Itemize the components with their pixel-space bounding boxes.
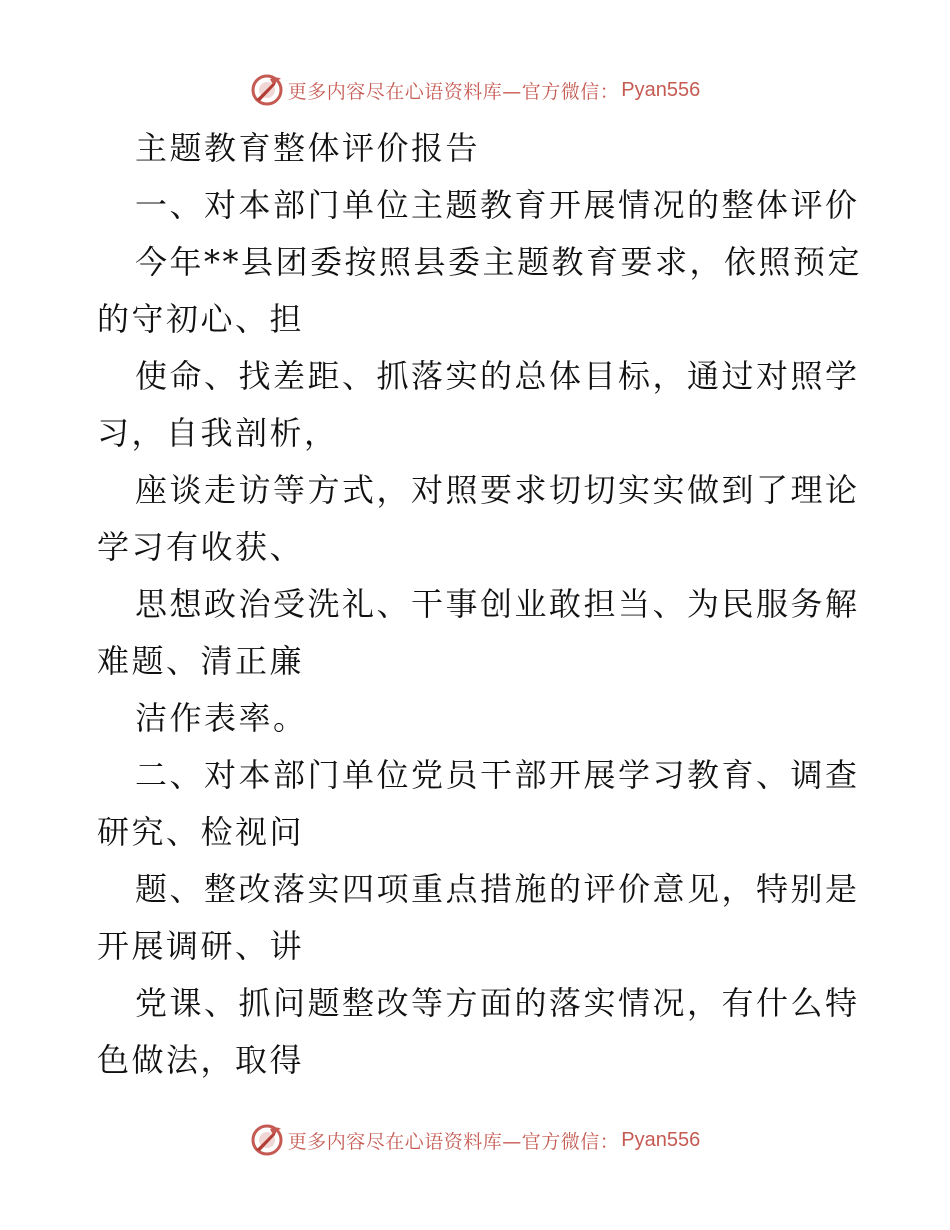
text-line: 思想政治受洗礼、干事创业敢担当、为民服务解 <box>135 585 860 623</box>
text-line: 座谈走访等方式，对照要求切切实实做到了理论 <box>135 471 860 509</box>
text-line: 开展调研、讲 <box>97 927 305 965</box>
text-line: 习，自我剖析， <box>97 414 339 452</box>
banner-text: 更多内容尽在心语资料库—官方微信： <box>287 80 620 103</box>
banner-text: 更多内容尽在心语资料库—官方微信： <box>287 1130 620 1153</box>
quill-seal-icon <box>250 73 284 107</box>
footer-banner <box>0 1120 950 1160</box>
text-line: 二、对本部门单位党员干部开展学习教育、调查 <box>135 756 860 794</box>
document-body <box>97 120 863 1089</box>
banner-wechat-id: Pyan556 <box>621 1128 701 1151</box>
quill-seal-icon <box>250 1123 284 1157</box>
text-line: 研究、检视问 <box>97 813 305 851</box>
text-line: 今年**县团委按照县委主题教育要求，依照预定 <box>135 243 863 281</box>
text-line: 色做法，取得 <box>97 1041 305 1079</box>
text-line: 主题教育整体评价报告 <box>135 129 481 167</box>
text-line: 使命、找差距、抓落实的总体目标，通过对照学 <box>135 357 860 395</box>
text-line: 洁作表率。 <box>135 699 308 737</box>
header-banner <box>0 70 950 110</box>
text-line: 学习有收获、 <box>97 528 305 566</box>
text-line: 的守初心、担 <box>97 300 305 338</box>
banner-wechat-id: Pyan556 <box>621 78 701 101</box>
text-line: 题、整改落实四项重点措施的评价意见，特别是 <box>135 870 860 908</box>
text-line: 一、对本部门单位主题教育开展情况的整体评价 <box>135 186 860 224</box>
text-line: 难题、清正廉 <box>97 642 305 680</box>
text-line: 党课、抓问题整改等方面的落实情况，有什么特 <box>135 984 860 1022</box>
